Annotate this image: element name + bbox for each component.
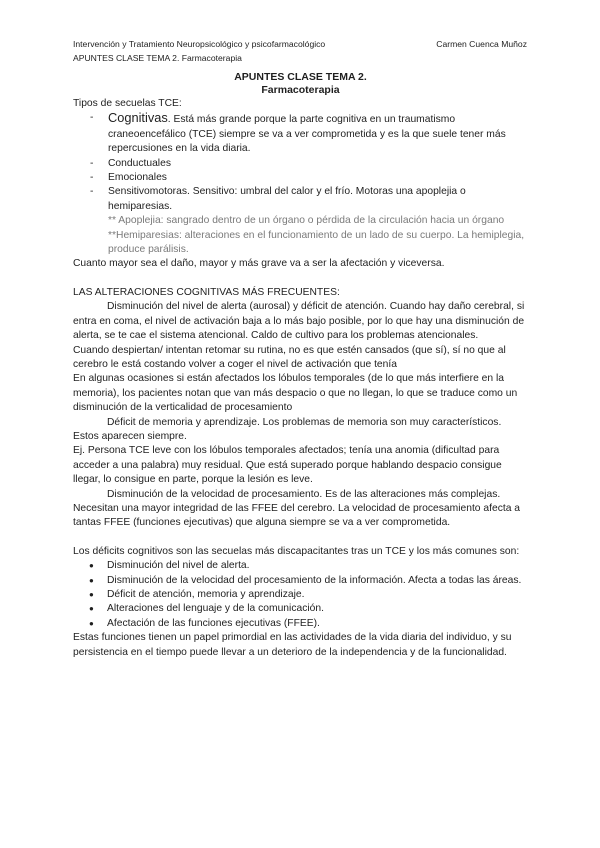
- secuelas-heading: Tipos de secuelas TCE:: [73, 98, 182, 109]
- list-item: - Conductuales: [73, 157, 528, 171]
- alteraciones-heading: LAS ALTERACIONES COGNITIVAS MÁS FRECUENTES:: [73, 286, 340, 298]
- header-course: Intervención y Tratamiento Neuropsicológico y psicofarmacológico: [73, 39, 326, 49]
- title-line-1: APUNTES CLASE TEMA 2.: [234, 71, 367, 83]
- page-header: [73, 37, 527, 65]
- list-item: ● Disminución del nivel de alerta.: [73, 559, 528, 573]
- deficits-closing: Estas funciones tienen un papel primordial en las actividades de la vida diaria del individuo, y su persistencia en el tiempo puede llevar a un deterioro de la independencia y de la funcionalidad.: [73, 632, 512, 658]
- list-item: ● Afectación de las funciones ejecutivas (FFEE).: [73, 617, 528, 631]
- paragraph-ejemplo: Ej. Persona TCE leve con los lóbulos temporales afectados; tenía una anomia (dificultad para acceder a una palabra) muy residual. Que está superado porque hablando despacio consigue llegar, lo consigue en parte, porque la lesión es leve.: [73, 445, 502, 486]
- cognitivas-text: . Está más grande porque la parte cognitiva en un traumatismo craneoencefálico (TCE) siempre se va a ver comprometida y es la que suele tener más repercusiones en la vida diaria.: [108, 114, 506, 155]
- list-item: ● Déficit de atención, memoria y aprendizaje.: [73, 588, 528, 602]
- deficits-list: [73, 559, 528, 631]
- list-item: ● Alteraciones del lenguaje y de la comunicación.: [73, 602, 528, 616]
- document-body: [73, 71, 528, 660]
- note-hemiparesias: **Hemiparesias: alteraciones en el funcionamiento de un lado de su cuerpo. La hemiplegia, produce parálisis.: [108, 229, 525, 256]
- list-item: - Emocionales: [73, 171, 528, 185]
- paragraph-alerta: Disminución del nivel de alerta (aurosal) y déficit de atención. Cuando hay daño cerebral, si entra en coma, el nivel de activación baja a lo más bajo posible, por lo que hay una disminución de alerta, se te cae el sistema atencional. Caldo de cultivo para los problemas atencionales.: [73, 301, 525, 342]
- list-item: ● Disminución de la velocidad del procesamiento de la información. Afecta a todas las áreas.: [73, 574, 528, 588]
- title-line-2: Farmacoterapia: [261, 84, 340, 96]
- header-author: Carmen Cuenca Muñoz: [436, 39, 527, 49]
- document-title: [73, 71, 528, 97]
- note-apoplejia: ** Apoplejia: sangrado dentro de un órgano o pérdida de la circulación hacia un órgano: [108, 215, 505, 227]
- paragraph-memoria: Déficit de memoria y aprendizaje. Los problemas de memoria son muy característicos. Estos aparecen siempre.: [73, 416, 502, 442]
- list-item: [73, 185, 528, 257]
- header-subtitle: APUNTES CLASE TEMA 2. Farmacoterapia: [73, 53, 242, 63]
- paragraph-lobulos: En algunas ocasiones si están afectados los lóbulos temporales (de lo que más interfiere en la memoria), los pacientes notan que van más despacio o que no llegan, lo que se traduce como un disminución de la verticalidad de procesamiento: [73, 373, 518, 414]
- sensitivomotoras-text: - Sensitivomotoras. Sensitivo: umbral del calor y el frío. Motoras una apoplejia o hemiparesias.: [108, 186, 466, 212]
- secuelas-closing: Cuanto mayor sea el daño, mayor y más grave va a ser la afectación y viceversa.: [73, 258, 445, 270]
- paragraph-velocidad: Disminución de la velocidad de procesamiento. Es de las alteraciones más complejas. Necesitan una mayor integridad de las FFEE del cerebro. La velocidad de procesamiento afecta a tantas FFEE (funciones ejecutivas) que alguna siempre se va a ver comprometida.: [73, 488, 521, 529]
- cognitivas-label: Cognitivas: [108, 110, 168, 126]
- secuelas-list: [73, 111, 528, 257]
- list-item: [73, 111, 528, 156]
- paragraph-despiertan: Cuando despiertan/ intentan retomar su rutina, no es que estén cansados (que sí), sí no que al cerebro le está costando volver a coger el nivel de activación que tenía: [73, 344, 506, 370]
- deficits-intro: Los déficits cognitivos son las secuelas más discapacitantes tras un TCE y los más comunes son:: [73, 545, 520, 557]
